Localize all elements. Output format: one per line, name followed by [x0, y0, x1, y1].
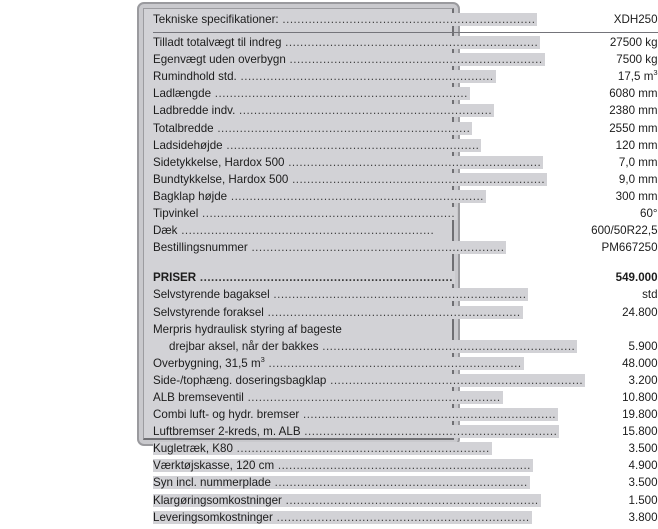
spec-label-cell — [153, 157, 591, 174]
spec-label: Tilladt totalvægt til indreg ..... — [153, 36, 540, 49]
price-label: Kugletræk, K80 ..... — [153, 442, 492, 455]
spec-value: 9,0 mm — [618, 172, 658, 186]
price-value — [591, 324, 657, 341]
price-value: 3.200 — [628, 373, 658, 387]
spec-label: Sidetykkelse, Hardox 500 ..... — [153, 156, 543, 169]
spec-label-cell — [153, 88, 591, 105]
table-header-row — [153, 14, 658, 31]
table-row — [153, 242, 658, 259]
spec-label-cell — [153, 37, 591, 54]
spec-value: 27500 kg — [609, 36, 658, 50]
price-label: Side-/tophæng. doseringsbagklap ..... — [153, 374, 585, 387]
spec-label-cell — [153, 123, 591, 140]
price-value: 48.000 — [622, 356, 658, 370]
header-value: XDH250 — [613, 13, 658, 26]
table-row — [153, 495, 658, 512]
spec-label: Rumindhold std. ..... — [153, 70, 496, 83]
price-label-cell — [153, 392, 591, 409]
spec-label-cell — [153, 225, 591, 242]
prices-header-label: PRISER ..... — [153, 271, 455, 284]
spec-value: 7,0 mm — [618, 155, 658, 169]
header-label: Tekniske specifikationer: ..... — [153, 13, 537, 26]
table-row — [153, 71, 658, 88]
spec-frame — [137, 2, 658, 524]
table-row — [153, 191, 658, 208]
spec-label-cell — [153, 105, 591, 122]
spec-label: Bundtykkelse, Hardox 500 ..... — [153, 173, 547, 186]
spec-label-cell — [153, 140, 591, 157]
table-row — [153, 54, 658, 71]
price-label: Luftbremser 2-kreds, m. ALB ..... — [153, 425, 559, 438]
spec-value: 6080 mm — [609, 87, 658, 101]
table-row — [153, 324, 658, 341]
price-value: 3.800 — [628, 510, 658, 524]
table-row — [153, 88, 658, 105]
price-label: Combi luft- og hydr. bremser ..... — [153, 408, 558, 421]
table-row — [153, 375, 658, 392]
table-row — [153, 392, 658, 409]
table-row — [153, 289, 658, 306]
price-label-cell — [153, 409, 591, 426]
price-label-cell — [153, 341, 591, 358]
price-label: drejbar aksel, når der bakkes ..... — [153, 340, 577, 353]
prices-header-value: 549.000 — [615, 271, 658, 285]
table-row — [153, 443, 658, 460]
spec-label-cell — [153, 174, 591, 191]
table-row — [153, 208, 658, 225]
price-label-cell — [153, 495, 591, 512]
spec-label: Bestillingsnummer ..... — [153, 241, 506, 254]
spec-label: Tipvinkel ..... — [153, 207, 457, 220]
price-value: std — [642, 288, 658, 302]
price-label: Merpris hydraulisk styring af bageste — [153, 322, 342, 336]
spec-label-cell — [153, 54, 591, 71]
spec-label: Dæk ..... — [153, 224, 436, 237]
price-value: 4.900 — [628, 459, 658, 473]
table-row — [153, 307, 658, 324]
table-row — [153, 140, 658, 157]
table-row — [153, 426, 658, 443]
spec-value: 60° — [640, 207, 658, 221]
spec-label: Bagklap højde ..... — [153, 190, 486, 203]
table-row — [153, 225, 658, 242]
spec-label-cell — [153, 208, 591, 225]
table-row — [153, 460, 658, 477]
price-label: Klargøringsomkostninger ..... — [153, 494, 541, 507]
prices-header-row — [153, 272, 658, 289]
price-label-cell — [153, 307, 591, 324]
price-label-cell — [153, 324, 591, 341]
spec-panel — [143, 8, 658, 524]
spec-label: Ladlængde ..... — [153, 87, 470, 100]
spec-value: 17,5 $m^3$ — [617, 68, 658, 84]
table-row — [153, 157, 658, 174]
price-label: Værktøjskasse, 120 cm ..... — [153, 459, 533, 472]
price-label: Overbygning, 31,5 $m^3$ ..... — [153, 357, 524, 370]
price-value: 15.800 — [622, 425, 658, 439]
spec-label: Egenvægt uden overbygn ..... — [153, 53, 545, 66]
spec-value: 600/50R22,5 — [591, 224, 658, 238]
spec-label: Totalbredde ..... — [153, 122, 472, 135]
spec-label-cell — [153, 71, 591, 88]
table-row — [153, 341, 658, 358]
spec-label-cell — [153, 242, 591, 259]
table-row — [153, 174, 658, 191]
price-label: Selvstyrende bagaksel ..... — [153, 288, 528, 301]
price-label-cell — [153, 477, 591, 494]
price-label-cell — [153, 375, 591, 392]
spec-value: 2550 mm — [609, 121, 658, 135]
specifications-table — [153, 14, 658, 529]
price-label: Selvstyrende foraksel ..... — [153, 306, 523, 319]
spec-value: 7500 kg — [616, 53, 658, 67]
spec-value: 120 mm — [615, 138, 658, 152]
spec-label-cell — [153, 191, 591, 208]
table-row — [153, 105, 658, 122]
price-value: 24.800 — [622, 305, 658, 319]
price-label: ALB bremseventil ..... — [153, 391, 503, 404]
spec-value: PM667250 — [601, 241, 658, 255]
price-value: 10.800 — [622, 390, 658, 404]
price-label-cell — [153, 354, 591, 375]
table-body — [153, 14, 658, 529]
price-value: 19.800 — [622, 408, 658, 422]
prices-header-label-cell — [153, 272, 591, 289]
table-row — [153, 358, 658, 375]
spec-label: Ladbredde indv. ..... — [153, 104, 494, 117]
price-value: 3.500 — [628, 442, 658, 456]
price-label: Syn incl. nummerplade ..... — [153, 476, 530, 489]
price-label-cell — [153, 512, 591, 529]
table-row — [153, 123, 658, 140]
spec-value: 2380 mm — [609, 104, 658, 118]
table-row — [153, 512, 658, 529]
price-label-cell — [153, 460, 591, 477]
header-label-cell — [153, 14, 591, 31]
price-value: 5.900 — [628, 339, 658, 353]
price-value: 3.500 — [628, 476, 658, 490]
price-value: 1.500 — [628, 493, 658, 507]
price-label: Leveringsomkostninger ..... — [153, 511, 532, 524]
spec-value: 300 mm — [615, 189, 658, 203]
table-row — [153, 477, 658, 494]
price-label-cell — [153, 443, 591, 460]
price-label-cell — [153, 426, 591, 443]
table-row — [153, 409, 658, 426]
table-row — [153, 37, 658, 54]
spec-label: Ladsidehøjde ..... — [153, 139, 481, 152]
price-label-cell — [153, 289, 591, 306]
